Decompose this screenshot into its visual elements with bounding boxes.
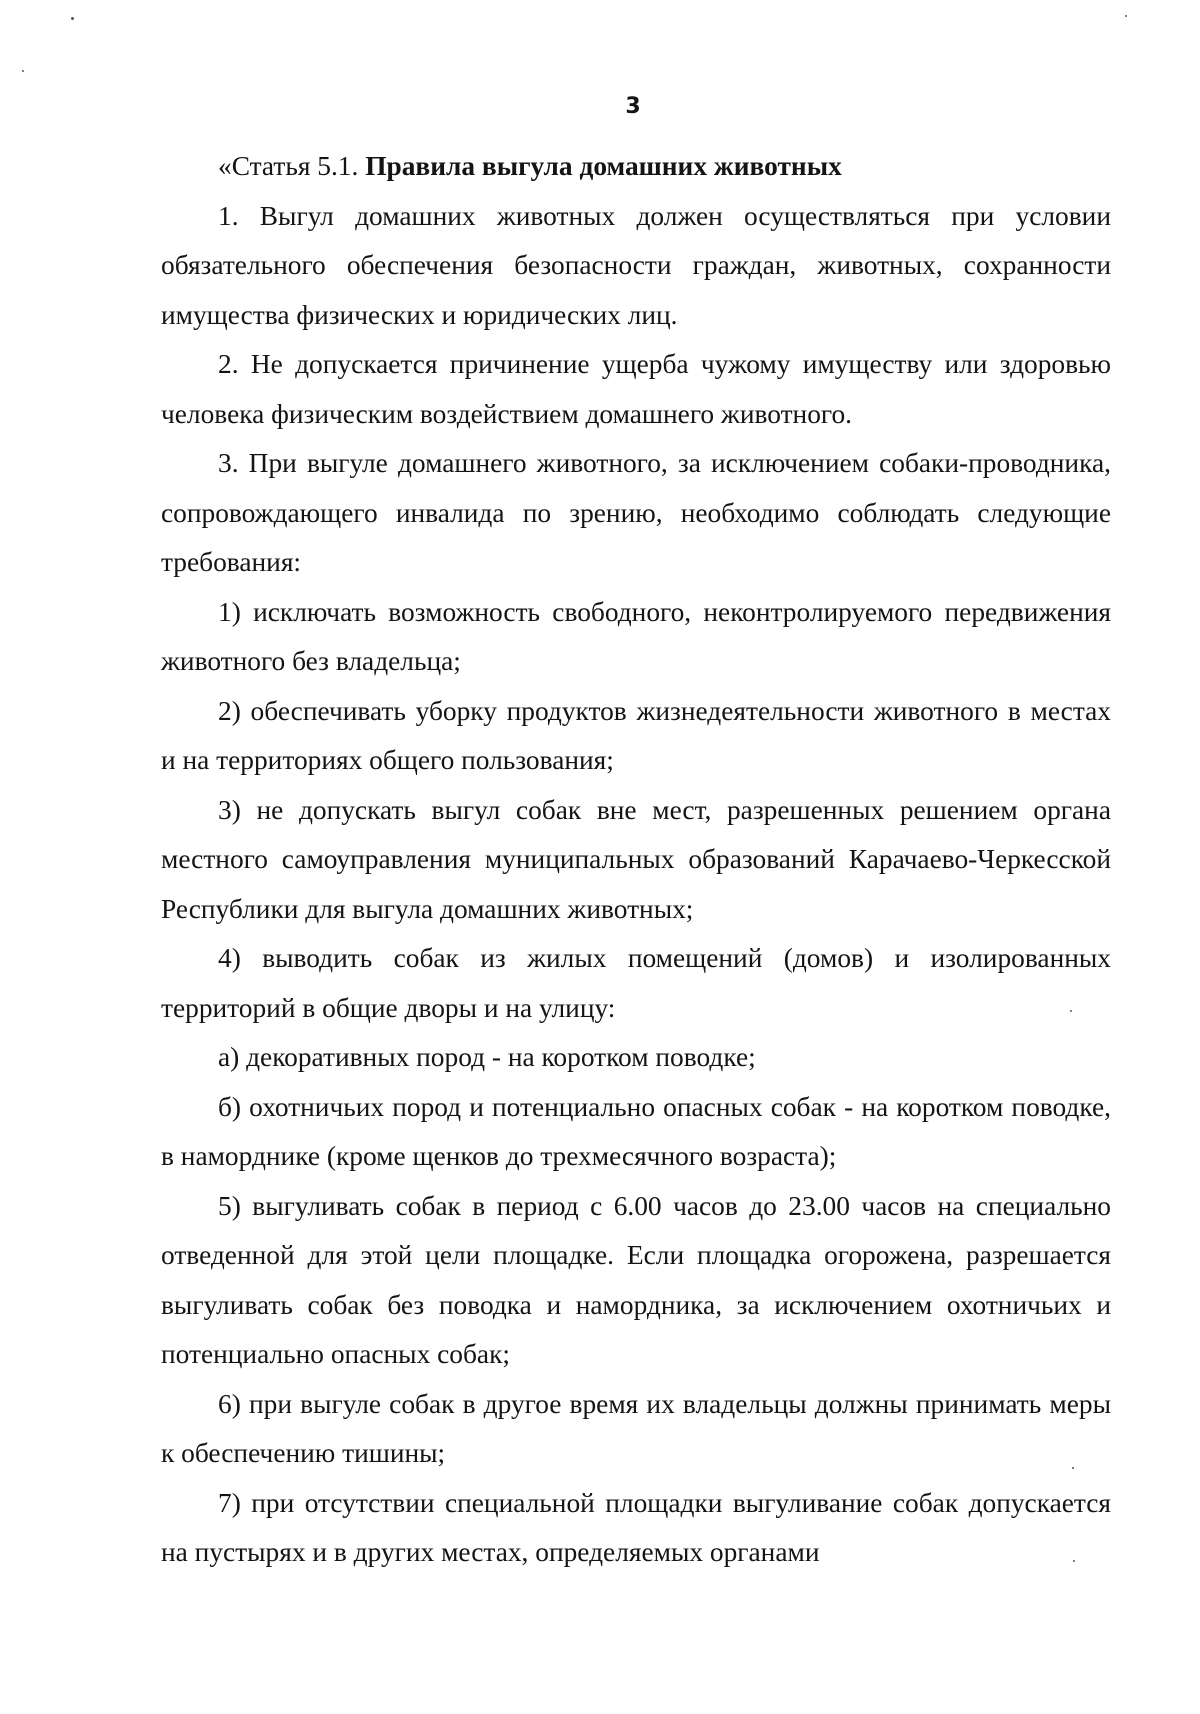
article-prefix: «Статья 5.1. bbox=[218, 151, 366, 181]
list-item: 7) при отсутствии специальной площадки выгуливание собак допускается на пустырях и в других местах, определяемых органами bbox=[161, 1487, 1111, 1567]
page-number: 3 bbox=[625, 94, 641, 119]
list-item: 2) обеспечивать уборку продуктов жизнедеятельности животного в местах и на территориях общего пользования; bbox=[161, 695, 1111, 775]
sub-list-item: б) охотничьих пород и потенциально опасных собак - на коротком поводке, в наморднике (кроме щенков до трехмесячного возраста); bbox=[161, 1091, 1111, 1171]
scan-speck bbox=[22, 70, 24, 72]
list-item: 1) исключать возможность свободного, неконтролируемого передвижения животного без владельца; bbox=[161, 596, 1111, 676]
paragraph: 1. Выгул домашних животных должен осуществляться при условии обязательного обеспечения безопасности граждан, животных, сохранности имущества физических и юридических лиц. bbox=[161, 200, 1111, 330]
article-title: Правила выгула домашних животных bbox=[365, 151, 842, 181]
list-item: 4) выводить собак из жилых помещений (домов) и изолированных территорий в общие дворы и на улицу: bbox=[161, 943, 1111, 1023]
sub-list-item: а) декоративных пород - на коротком поводке; bbox=[218, 1042, 756, 1072]
paragraph: 3. При выгуле домашнего животного, за исключением собаки-проводника, сопровождающего инвалида по зрению, необходимо соблюдать следующие требования: bbox=[161, 448, 1111, 577]
list-item: 3) не допускать выгул собак вне мест, разрешенных решением органа местного самоуправления муниципальных образований Карачаево-Черкесской Республики для выгула домашних животных; bbox=[161, 794, 1111, 924]
article-heading bbox=[161, 142, 1111, 192]
scan-speck bbox=[71, 17, 74, 20]
paragraph: 2. Не допускается причинение ущерба чужому имуществу или здоровью человека физическим воздействием домашнего животного. bbox=[161, 349, 1111, 429]
scan-speck bbox=[1125, 15, 1127, 17]
list-item: 6) при выгуле собак в другое время их владельцы должны принимать меры к обеспечению тишины; bbox=[161, 1388, 1111, 1468]
article-body bbox=[161, 142, 1111, 1578]
list-item: 5) выгуливать собак в период с 6.00 часов до 23.00 часов на специально отведенной для этой цели площадке. Если площадка огорожена, разрешается выгуливать собак без поводка и намордника, за исключением охотничьих и потенциально опасных собак; bbox=[161, 1190, 1111, 1369]
